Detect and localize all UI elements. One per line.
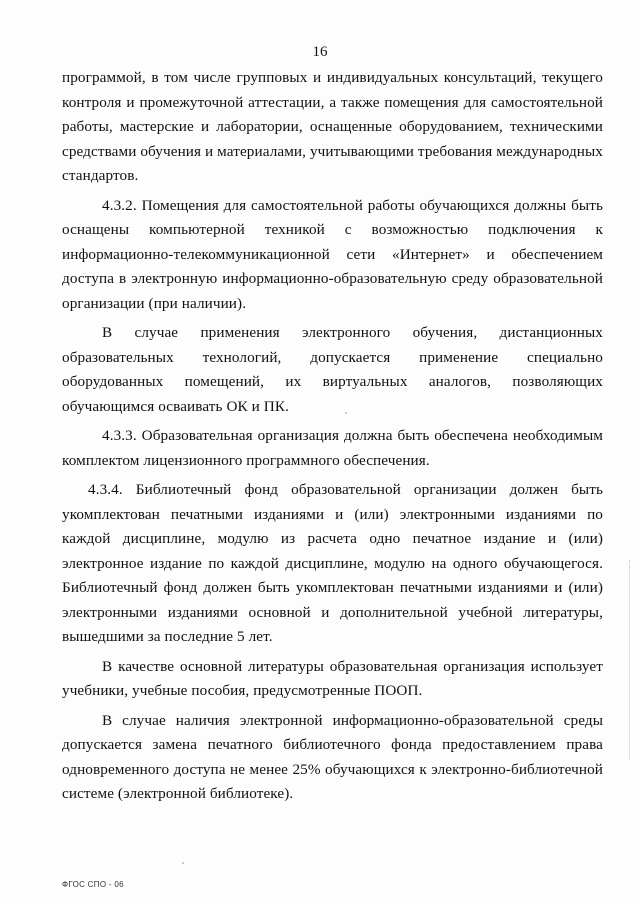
paragraph-2: 4.3.2. Помещения для самостоятельной работы обучающихся должны быть оснащены компьютерной техникой с возможностью подключения к информационно-телекоммуникационной сети «Интернет» и обеспечением доступа в электронную информационно-образовательную среду образовательной организации (при наличии). — [62, 196, 603, 312]
paragraph-4: 4.3.3. Образовательная организация должна быть обеспечена необходимым комплектом лицензионного программного обеспечения. — [62, 427, 603, 469]
paragraph-5: 4.3.4. Библиотечный фонд образовательной организации должен быть укомплектован печатными изданиями и (или) электронными изданиями по каждой дисциплине, модулю из расчета одно печатное издание и (или) электронное издание по каждой дисциплине, модулю на одного обучающегося. Библиотечный фонд должен быть укомплектован печатными изданиями и (или) электронными изданиями основной и дополнительной учебной литературы, вышедшими за последние 5 лет. — [62, 481, 603, 645]
paragraph-6: В качестве основной литературы образовательная организация использует учебники, учебные пособия, предусмотренные ПООП. — [62, 657, 603, 699]
page-number: 16 — [312, 44, 328, 60]
footer-code: ФГОС СПО - 06 — [62, 880, 124, 889]
paragraph-3: В случае применения электронного обучения, дистанционных образовательных технологий, допускается применение специально оборудованных помещений, их виртуальных аналогов, позволяющих обучающимся осваивать ОК и ПК. — [62, 324, 603, 415]
body-text — [62, 66, 603, 807]
paragraph-7: В случае наличия электронной информационно-образовательной среды допускается замена печатного библиотечного фонда предоставлением права одновременного доступа не менее 25% обучающихся к электронно-библиотечной системе (электронной библиотеке). — [62, 711, 603, 802]
scan-speck — [345, 412, 347, 414]
scan-speck — [182, 862, 184, 864]
scan-margin-artifact — [628, 560, 630, 760]
paragraph-1: программой, в том числе групповых и индивидуальных консультаций, текущего контроля и промежуточной аттестации, а также помещения для самостоятельной работы, мастерские и лаборатории, оснащенные оборудованием, техническими средствами обучения и материалами, учитывающими требования международных стандартов. — [62, 69, 603, 184]
